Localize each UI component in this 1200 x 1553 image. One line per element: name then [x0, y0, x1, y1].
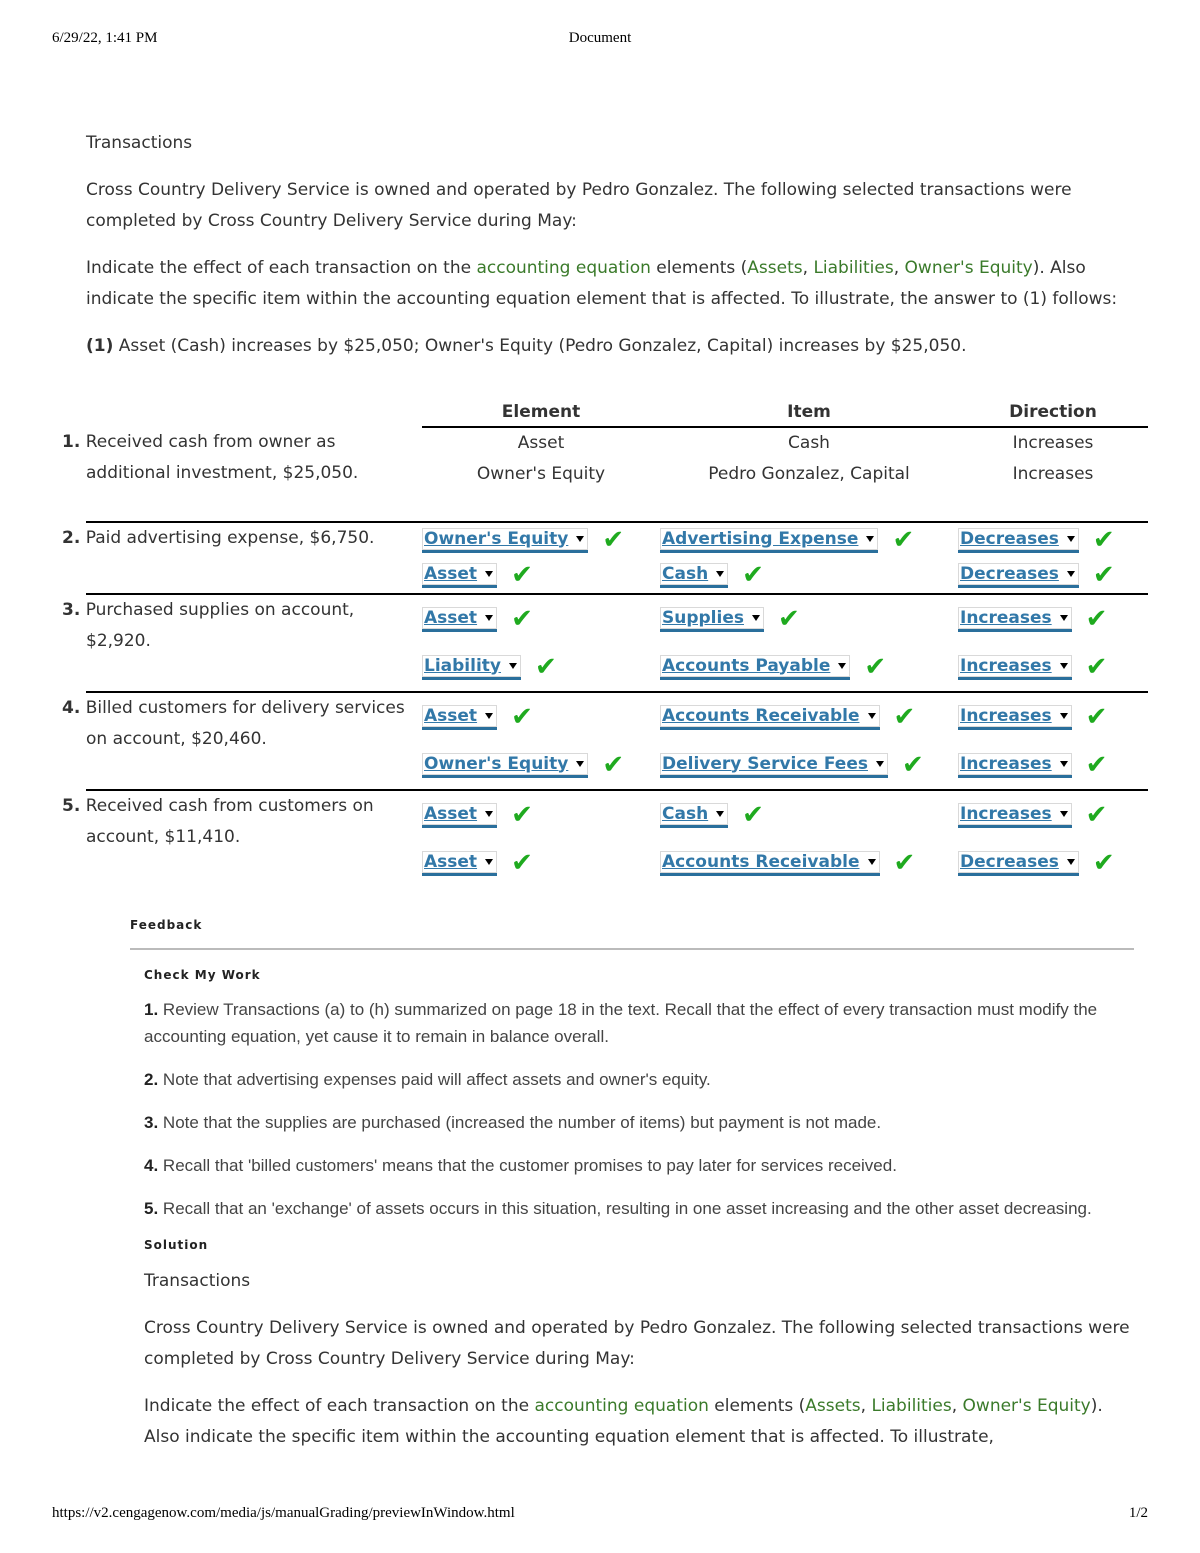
- dropdown-arrow-icon: [1060, 761, 1068, 767]
- print-header: [52, 30, 1148, 50]
- table-row: [86, 594, 1148, 692]
- feedback-text: Review Transactions (a) to (h) summarized on page 18 in the text. Recall that the effect of every transaction must modify the accounting equation, yet cause it to remain in balance overall.: [144, 1000, 1098, 1046]
- dropdown-arrow-icon: [485, 713, 493, 719]
- transactions-table: [62, 398, 1148, 887]
- transaction-number: 3.: [62, 600, 81, 620]
- instruction-text: ,: [951, 1396, 963, 1416]
- dropdown-arrow-icon: [509, 663, 517, 669]
- item-cell: [660, 594, 958, 692]
- instruction-text: ,: [802, 258, 814, 278]
- checkmark-icon: ✔: [1085, 702, 1108, 732]
- dropdown-arrow-icon: [1060, 615, 1068, 621]
- transaction-text: Received cash from owner as additional investment, $25,050.: [85, 432, 359, 483]
- select-value: Cash: [662, 803, 709, 824]
- accounting-equation-link[interactable]: accounting equation: [534, 1396, 709, 1416]
- static-value: Increases: [1012, 433, 1094, 453]
- direction-select[interactable]: [958, 803, 1072, 828]
- checkmark-icon: ✔: [742, 560, 764, 590]
- question-content: [86, 128, 1148, 378]
- solution-heading: Transactions: [144, 1271, 251, 1291]
- transaction-text: Received cash from customers on account, $11,410.: [85, 796, 374, 847]
- item-select[interactable]: [660, 528, 878, 553]
- dropdown-arrow-icon: [716, 811, 724, 817]
- checkmark-icon: ✔: [778, 604, 800, 634]
- static-value: Pedro Gonzalez, Capital: [708, 464, 910, 484]
- item-select[interactable]: [660, 705, 880, 730]
- select-value: Owner's Equity: [424, 528, 569, 549]
- direction-cell: [958, 790, 1148, 887]
- feedback-item: [144, 1109, 1134, 1136]
- transaction-desc: [62, 594, 422, 692]
- select-value: Asset: [424, 607, 478, 628]
- element-cell: [422, 522, 660, 594]
- dropdown-arrow-icon: [576, 761, 584, 767]
- checkmark-icon: ✔: [511, 848, 533, 878]
- element-cell: [422, 790, 660, 887]
- select-value: Advertising Expense: [662, 528, 859, 549]
- element-select[interactable]: [422, 753, 588, 778]
- dropdown-arrow-icon: [576, 536, 584, 542]
- checkmark-icon: ✔: [1085, 750, 1108, 780]
- table-row: [86, 790, 1148, 887]
- select-value: Increases: [960, 607, 1052, 628]
- instruction-text: ,: [860, 1396, 872, 1416]
- select-value: Increases: [960, 655, 1052, 676]
- element-select[interactable]: [422, 607, 497, 632]
- select-value: Cash: [662, 563, 709, 584]
- direction-cell: [958, 594, 1148, 692]
- dropdown-arrow-icon: [838, 663, 846, 669]
- instruction-text: elements (: [650, 258, 748, 278]
- print-page-number: 1/2: [1128, 1505, 1148, 1521]
- table-row: [86, 522, 1148, 594]
- select-value: Decreases: [960, 528, 1059, 549]
- static-item: [660, 427, 958, 522]
- element-select[interactable]: [422, 528, 588, 553]
- instruction-text: ,: [893, 258, 905, 278]
- feedback-number: 1.: [144, 1000, 159, 1019]
- direction-select[interactable]: [958, 655, 1072, 680]
- checkmark-icon: ✔: [602, 525, 625, 555]
- static-value: Increases: [1012, 464, 1094, 484]
- liabilities-link[interactable]: Liabilities: [871, 1396, 952, 1416]
- checkmark-icon: ✔: [511, 560, 533, 590]
- checkmark-icon: ✔: [1085, 652, 1108, 682]
- checkmark-icon: ✔: [602, 750, 625, 780]
- feedback-text: Note that the supplies are purchased (increased the number of items) but payment is not made.: [158, 1113, 882, 1132]
- element-select[interactable]: [422, 803, 497, 828]
- instruction-text: Indicate the effect of each transaction on the: [86, 258, 477, 278]
- checkmark-icon: ✔: [511, 702, 533, 732]
- liabilities-link[interactable]: Liabilities: [813, 258, 894, 278]
- item-select[interactable]: [660, 753, 888, 778]
- checkmark-icon: ✔: [864, 652, 887, 682]
- check-my-work-title: Check My Work: [144, 968, 261, 982]
- select-value: Increases: [960, 753, 1052, 774]
- direction-select[interactable]: [958, 607, 1072, 632]
- dropdown-arrow-icon: [485, 811, 493, 817]
- dropdown-arrow-icon: [1067, 536, 1075, 542]
- select-value: Asset: [424, 705, 478, 726]
- transaction-desc: [62, 522, 422, 594]
- transaction-number: 2.: [62, 528, 81, 548]
- select-value: Increases: [960, 803, 1052, 824]
- print-url: https://v2.cengagenow.com/media/js/manualGrading/previewInWindow.html: [52, 1505, 515, 1521]
- feedback-body: [130, 968, 1134, 1453]
- feedback-text: Recall that an 'exchange' of assets occurs in this situation, resulting in one asset increasing and the other asset decreasing.: [158, 1199, 1092, 1218]
- feedback-number: 5.: [144, 1199, 159, 1218]
- item-cell: [660, 522, 958, 594]
- accounting-equation-link[interactable]: accounting equation: [476, 258, 651, 278]
- element-cell: [422, 692, 660, 790]
- item-select[interactable]: [660, 607, 764, 632]
- checkmark-icon: ✔: [511, 800, 533, 830]
- feedback-number: 4.: [144, 1156, 159, 1175]
- item-cell: [660, 790, 958, 887]
- dropdown-arrow-icon: [866, 536, 874, 542]
- transaction-number: 1.: [62, 432, 81, 452]
- instruction-text: ). Also indicate the specific item within the accounting equation element that is affected. To illustrate,: [144, 1396, 1103, 1447]
- transaction-number: 5.: [62, 796, 81, 816]
- direction-cell: [958, 692, 1148, 790]
- select-value: Liability: [424, 655, 501, 676]
- header-element: Element: [422, 398, 660, 427]
- table-row: [86, 427, 1148, 522]
- select-value: Owner's Equity: [424, 753, 569, 774]
- static-value: Asset: [517, 433, 565, 453]
- feedback-item: [144, 1195, 1134, 1222]
- select-value: Increases: [960, 705, 1052, 726]
- transaction-desc: [62, 692, 422, 790]
- transaction-text: Paid advertising expense, $6,750.: [85, 528, 375, 548]
- transaction-text: Purchased supplies on account, $2,920.: [85, 600, 355, 651]
- dropdown-arrow-icon: [716, 571, 724, 577]
- instruction-paragraph: [86, 253, 1148, 315]
- select-value: Accounts Receivable: [662, 705, 860, 726]
- solution-title: Solution: [144, 1238, 209, 1252]
- example-text: Asset (Cash) increases by $25,050; Owner's Equity (Pedro Gonzalez, Capital) increases by $25,050.: [113, 336, 967, 356]
- feedback-number: 3.: [144, 1113, 159, 1132]
- print-doc-title: Document: [568, 30, 632, 46]
- dropdown-arrow-icon: [1067, 859, 1075, 865]
- checkmark-icon: ✔: [1092, 848, 1115, 878]
- element-select[interactable]: [422, 563, 497, 588]
- item-select[interactable]: [660, 655, 850, 680]
- transaction-desc: [62, 427, 422, 522]
- direction-select[interactable]: [958, 528, 1079, 553]
- direction-select[interactable]: [958, 851, 1079, 876]
- transaction-text: Billed customers for delivery services on account, $20,460.: [85, 698, 405, 749]
- page-heading: Transactions: [86, 133, 193, 153]
- feedback-item: [144, 996, 1134, 1050]
- dropdown-arrow-icon: [868, 859, 876, 865]
- print-datetime: 6/29/22, 1:41 PM: [52, 30, 158, 46]
- checkmark-icon: ✔: [1092, 560, 1115, 590]
- transaction-number: 4.: [62, 698, 81, 718]
- assets-link[interactable]: Assets: [805, 1396, 861, 1416]
- dropdown-arrow-icon: [876, 761, 884, 767]
- feedback-text: Recall that 'billed customers' means that the customer promises to pay later for services received.: [158, 1156, 897, 1175]
- solution-intro: Cross Country Delivery Service is owned and operated by Pedro Gonzalez. The following selected transactions were completed by Cross Country Delivery Service during May:: [144, 1318, 1130, 1369]
- dropdown-arrow-icon: [1060, 811, 1068, 817]
- table-row: [86, 692, 1148, 790]
- select-value: Accounts Payable: [662, 655, 831, 676]
- select-value: Accounts Receivable: [662, 851, 860, 872]
- static-direction: [958, 427, 1148, 522]
- item-select[interactable]: [660, 563, 728, 588]
- dropdown-arrow-icon: [485, 859, 493, 865]
- dropdown-arrow-icon: [1060, 713, 1068, 719]
- dropdown-arrow-icon: [1060, 663, 1068, 669]
- instruction-text: Indicate the effect of each transaction on the: [144, 1396, 535, 1416]
- feedback-title: Feedback: [130, 918, 1134, 950]
- owners-equity-link[interactable]: Owner's Equity: [962, 1396, 1091, 1416]
- select-value: Decreases: [960, 851, 1059, 872]
- element-select[interactable]: [422, 851, 497, 876]
- transaction-desc: [62, 790, 422, 887]
- dropdown-arrow-icon: [752, 615, 760, 621]
- dropdown-arrow-icon: [485, 571, 493, 577]
- example-answer: [86, 331, 1148, 362]
- item-select[interactable]: [660, 851, 880, 876]
- checkmark-icon: ✔: [535, 652, 557, 682]
- print-footer: [52, 1505, 1148, 1525]
- checkmark-icon: ✔: [1085, 800, 1108, 830]
- checkmark-icon: ✔: [1085, 604, 1108, 634]
- direction-cell: [958, 522, 1148, 594]
- checkmark-icon: ✔: [893, 702, 916, 732]
- feedback-number: 2.: [144, 1070, 159, 1089]
- element-select[interactable]: [422, 655, 521, 680]
- item-cell: [660, 692, 958, 790]
- instruction-text: elements (: [708, 1396, 806, 1416]
- static-value: Owner's Equity: [476, 464, 606, 484]
- assets-link[interactable]: Assets: [747, 258, 803, 278]
- checkmark-icon: ✔: [511, 604, 533, 634]
- header-blank: [86, 398, 422, 427]
- select-value: Delivery Service Fees: [662, 753, 868, 774]
- header-direction: Direction: [958, 398, 1148, 427]
- feedback-section: [130, 918, 1134, 1469]
- direction-select[interactable]: [958, 563, 1079, 588]
- static-value: Cash: [788, 433, 830, 453]
- dropdown-arrow-icon: [1067, 571, 1075, 577]
- solution-instruction: [144, 1391, 1134, 1453]
- dropdown-arrow-icon: [868, 713, 876, 719]
- header-item: Item: [660, 398, 958, 427]
- direction-select[interactable]: [958, 705, 1072, 730]
- owners-equity-link[interactable]: Owner's Equity: [904, 258, 1033, 278]
- select-value: Asset: [424, 851, 478, 872]
- dropdown-arrow-icon: [485, 615, 493, 621]
- select-value: Supplies: [662, 607, 744, 628]
- select-value: Decreases: [960, 563, 1059, 584]
- select-value: Asset: [424, 563, 478, 584]
- checkmark-icon: ✔: [892, 525, 915, 555]
- checkmark-icon: ✔: [1092, 525, 1115, 555]
- feedback-item: [144, 1152, 1134, 1179]
- solution-body: [144, 1266, 1134, 1453]
- element-select[interactable]: [422, 705, 497, 730]
- direction-select[interactable]: [958, 753, 1072, 778]
- intro-paragraph: Cross Country Delivery Service is owned and operated by Pedro Gonzalez. The following selected transactions were completed by Cross Country Delivery Service during May:: [86, 180, 1072, 231]
- feedback-text: Note that advertising expenses paid will affect assets and owner's equity.: [158, 1070, 711, 1089]
- static-element: [422, 427, 660, 522]
- select-value: Asset: [424, 803, 478, 824]
- element-cell: [422, 594, 660, 692]
- feedback-item: [144, 1066, 1134, 1093]
- item-select[interactable]: [660, 803, 728, 828]
- instruction-text: ). Also indicate the specific item within the accounting equation element that is affected. To illustrate, the answer to (1) follows:: [86, 258, 1118, 309]
- checkmark-icon: ✔: [742, 800, 764, 830]
- checkmark-icon: ✔: [901, 750, 924, 780]
- checkmark-icon: ✔: [893, 848, 916, 878]
- example-number: (1): [86, 336, 114, 356]
